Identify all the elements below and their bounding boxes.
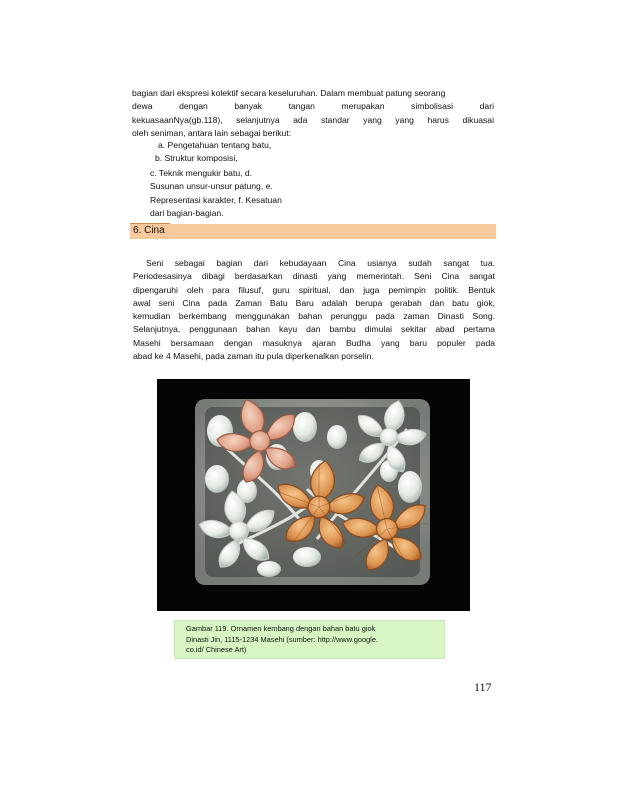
- list-item: b. Struktur komposisi,: [155, 153, 238, 163]
- text-line: dewa dengan banyak tangan merupakan simbolisasi dari: [132, 101, 494, 112]
- caption-line: co.id/ Chinese Art): [186, 645, 247, 654]
- list-item: a. Pengetahuan tentang batu,: [158, 140, 272, 150]
- text-line: dipengaruhi oleh para filusuf, guru spiritual, dan juga pemimpin politik. Bentuk: [133, 284, 495, 295]
- text-line: oleh seniman, antara lain sebagai berikut:: [132, 127, 292, 138]
- caption-line: Dinasti Jin, 1115-1234 Masehi (sumber: http://www.google.: [186, 634, 378, 644]
- list-item: Susunan unsur-unsur patung, e.: [150, 181, 273, 192]
- list-item: dari bagian-bagian.: [150, 208, 224, 219]
- jade-ornament-illustration: [157, 379, 470, 611]
- text-line: Periodesasinya dibagi berdasarkan dinasti yang memerintah. Seni Cina sangat: [133, 271, 495, 282]
- list-item: c. Teknik mengukir batu, d.: [150, 168, 253, 178]
- text-line: bagian dari ekspresi kolektif secara keseluruhan. Dalam membuat patung seorang: [132, 88, 446, 98]
- text-line: abad ke 4 Masehi, pada zaman itu pula diperkenalkan porselin.: [133, 351, 374, 362]
- text-line: kemudian berkembang menggunakan bahan perunggu pada zaman Dinasti Song.: [133, 311, 495, 322]
- text-line: Masehi bersamaan dengan masuknya ajaran Budha yang baru populer pada: [133, 337, 495, 348]
- list-block: [150, 167, 350, 221]
- jade-ornament-photo: [157, 379, 470, 611]
- section-heading-bar: [130, 224, 496, 239]
- list-item: Representasi karakter, f. Kesatuan: [150, 194, 282, 205]
- caption-line: Gambar 119. Ornamen kembang dengan bahan batu giok: [186, 624, 376, 633]
- section-title: 6. Cina: [133, 225, 165, 236]
- body-paragraph: [133, 257, 495, 363]
- intro-paragraph: [132, 87, 494, 140]
- figure-caption: [186, 624, 436, 656]
- page-number: 117: [474, 680, 492, 694]
- section-heading-rule: [130, 223, 170, 224]
- text-line: kekuasaanNya(gb.118), selanjutnya ada standar yang yang harus dikuasai: [132, 114, 494, 125]
- text-line: Seni sebagai bagian dari kebudayaan Cina usianya sudah sangat tua.: [146, 258, 495, 268]
- text-line: Selanjutnya, penggunaan bahan kayu dan bambu dimulai sekitar abad pertama: [133, 324, 495, 335]
- text-line: awal seni Cina pada Zaman Batu Baru adalah berupa gerabah dan batu giok,: [133, 297, 495, 308]
